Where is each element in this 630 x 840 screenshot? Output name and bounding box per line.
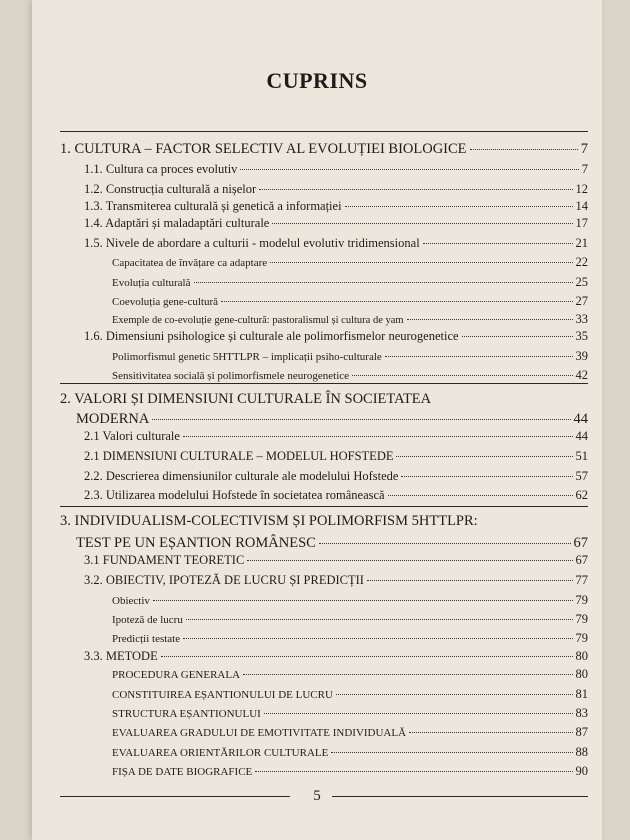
toc-entry-3-3[interactable]: 3.3. METODE 80 [84,649,588,663]
section-divider [60,131,588,132]
toc-subentry-exemple[interactable]: Exemple de co-evoluție gene-cultură: pastoralismul și cultura de yam 33 [112,312,588,326]
toc-entry-1-2[interactable]: 1.2. Construcția culturală a nișelor 12 [84,182,588,196]
toc-section-1[interactable]: 1. CULTURA – FACTOR SELECTIV AL EVOLUȚIEI BIOLOGICE 7 [60,141,588,157]
toc-entry-2-1b[interactable]: 2.1 DIMENSIUNI CULTURALE – MODELUL HOFSTEDE 51 [84,449,588,463]
book-page [32,0,602,840]
section-divider [60,506,588,507]
toc-entry-2-3[interactable]: 2.3. Utilizarea modelului Hofstede în societatea românească 62 [84,488,588,502]
toc-subentry-ipoteza[interactable]: Ipoteză de lucru 79 [112,612,588,626]
toc-subentry-sensitivitatea[interactable]: Sensitivitatea socială și polimorfismele neurogenetice 42 [112,368,588,382]
dot-leader [470,149,578,150]
toc-subentry-constituirea[interactable]: CONSTITUIREA EȘANTIONULUI DE LUCRU 81 [112,687,588,701]
toc-entry-1-3[interactable]: 1.3. Transmiterea culturală și genetică a informației 14 [84,199,588,213]
toc-section-3[interactable]: TEST PE UN EȘANTION ROMÂNESC 67 [76,535,588,551]
toc-entry-3-2[interactable]: 3.2. OBIECTIV, IPOTEZĂ DE LUCRU ȘI PREDICȚII 77 [84,573,588,587]
toc-subentry-evaluarea-emotivitate[interactable]: EVALUAREA GRADULUI DE EMOTIVITATE INDIVIDUALĂ 87 [112,725,588,739]
toc-section-2-title[interactable]: 2. VALORI ȘI DIMENSIUNI CULTURALE ÎN SOCIETATEA [60,391,432,407]
toc-section-2[interactable]: MODERNA 44 [76,411,588,427]
toc-subentry-evolutia[interactable]: Evoluția culturală 25 [112,275,588,289]
toc-entry-1-6[interactable]: 1.6. Dimensiuni psihologice și culturale ale polimorfismelor neurogenetice 35 [84,329,588,343]
page-number: 5 [313,788,321,804]
page-title: CUPRINS [266,68,368,93]
toc-entry-2-1[interactable]: 2.1 Valori culturale 44 [84,429,588,443]
toc-entry-1-4[interactable]: 1.4. Adaptări și maladaptări culturale 17 [84,216,588,230]
toc-subentry-polimorfismul[interactable]: Polimorfismul genetic 5HTTLPR – implicații psiho-culturale 39 [112,349,588,363]
toc-subentry-fisa[interactable]: FIȘA DE DATE BIOGRAFICE 90 [112,764,588,778]
toc-entry-1-1[interactable]: 1.1. Cultura ca proces evolutiv 7 [84,162,588,176]
toc-subentry-structura[interactable]: STRUCTURA EȘANTIONULUI 83 [112,706,588,720]
toc-entry-1-5[interactable]: 1.5. Nivele de abordare a culturii - modelul evolutiv tridimensional 21 [84,236,588,250]
toc-subentry-obiectiv[interactable]: Obiectiv 79 [112,593,588,607]
toc-entry-3-1[interactable]: 3.1 FUNDAMENT TEORETIC 67 [84,553,588,567]
toc-subentry-procedura[interactable]: PROCEDURA GENERALA 80 [112,667,588,681]
toc-subentry-predictii[interactable]: Predicții testate 79 [112,631,588,645]
section-divider [60,383,588,384]
toc-entry-2-2[interactable]: 2.2. Descrierea dimensiunilor culturale ale modelului Hofstede 57 [84,469,588,483]
toc-subentry-capacitatea[interactable]: Capacitatea de învățare ca adaptare 22 [112,255,588,269]
toc-subentry-evaluarea-orientari[interactable]: EVALUAREA ORIENTĂRILOR CULTURALE 88 [112,745,588,759]
toc-subentry-coevolutia[interactable]: Coevoluția gene-cultură 27 [112,294,588,308]
toc-section-3-title[interactable]: 3. INDIVIDUALISM-COLECTIVISM ȘI POLIMORFISM 5HTTLPR: [60,513,478,529]
